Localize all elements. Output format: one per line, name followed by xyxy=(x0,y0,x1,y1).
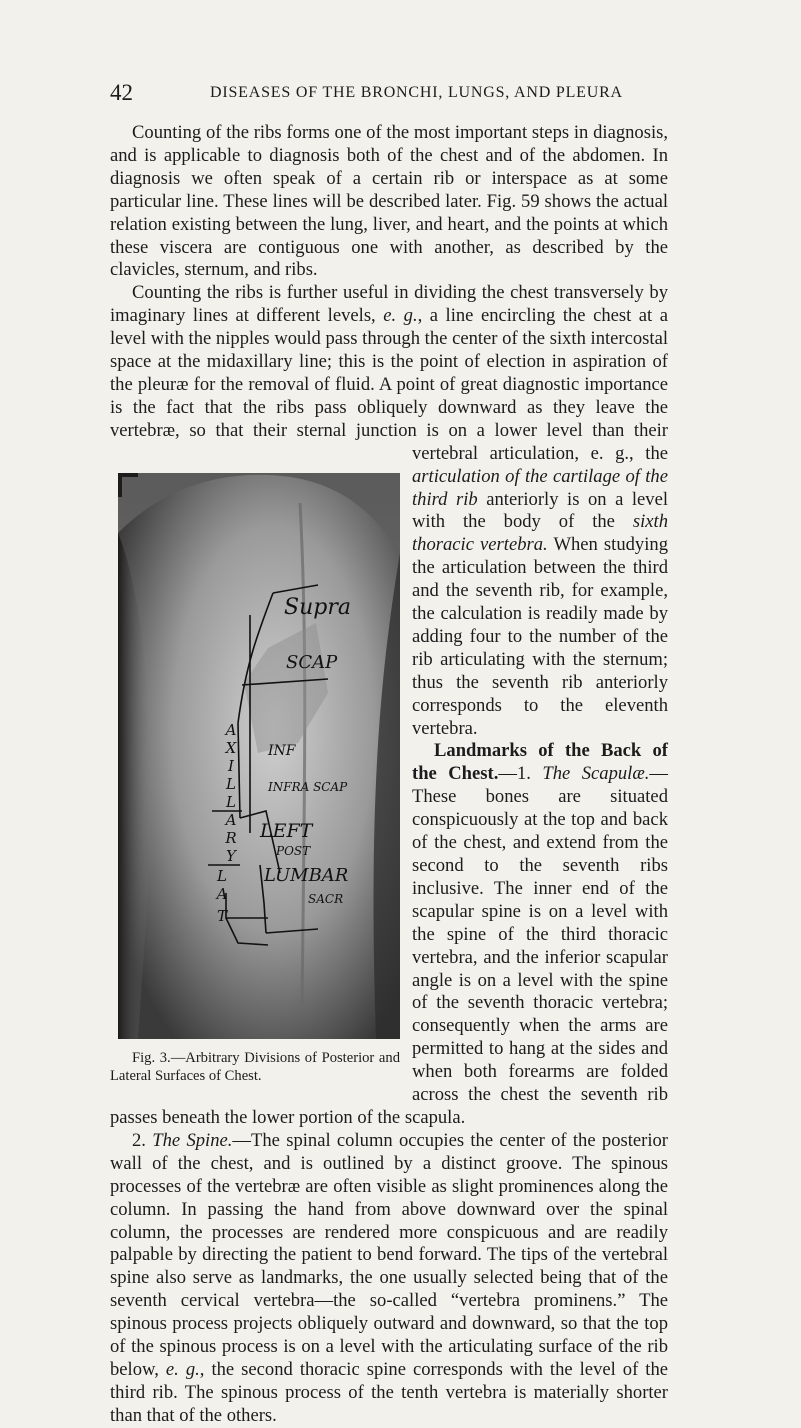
label-lateral-vertical xyxy=(215,867,228,925)
svg-text:I: I xyxy=(228,756,234,775)
back-photo-illustration xyxy=(118,473,400,1039)
svg-text:L: L xyxy=(217,866,227,885)
label-supra-scapular: Supra xyxy=(284,594,351,620)
svg-text:Y: Y xyxy=(226,846,236,865)
label-sacral: SACR xyxy=(308,891,344,906)
label-lumbar: LUMBAR xyxy=(264,864,349,886)
body-text xyxy=(110,122,668,1428)
svg-text:X: X xyxy=(225,738,237,757)
page-number: 42 xyxy=(110,80,133,105)
label-infra-scapular: INFRA SCAP xyxy=(268,779,348,794)
svg-text:A: A xyxy=(225,720,237,739)
figure-block xyxy=(110,443,400,1091)
paragraph-rib-counting: Counting of the ribs forms one of the most important steps in diagnosis, and is applicable to diagnosis both of the chest and of the abdomen. In diagnosis we often speak of a certain rib or interspace as at some particular line. These lines will be described later. Fig. 59 shows the actual relation existing between the lung, liver, and heart, and the points at which these viscera are contiguous one with another, as described by the clavicles, sternum, and ribs. xyxy=(110,122,668,281)
label-axillary-vertical xyxy=(224,721,238,865)
page-header xyxy=(110,80,670,110)
paragraph-spine: 2. The Spine.—The spinal column occupies the center of the posterior wall of the chest, and is outlined by a distinct groove. The spinous processes of the vertebræ are often visible as slight prominences along the column. In passing the hand from above downward over the spinal column, the processes are rendered more conspicuous and are readily palpable by directing the patient to bend forward. The tips of the vertebral spine also serve as landmarks, the one usually selected being that of the seventh cervical vertebra—the so-called “vertebra prominens.” The spinous process projects obliquely outward and downward, so that the top of the spinous process is on a level with the articulating surface of the rib below, e. g., the second thoracic spine corresponds with the level of the third rib. The spinous process of the tenth vertebra is materially shorter than that of the others. xyxy=(110,1129,669,1426)
paragraph-landmarks-back: Landmarks of the Back of the Chest.—1. The Scapulæ.—These bones are situated conspicuously at the top and back of the chest, and extend from the second to the seventh ribs inclusive. The inner end of the scapular spine is on a level with the spine of the third thoracic vertebra, and the inferior scapular angle is on a level with the spine of the seventh thoracic vertebra; consequently when the arms are permitted to hang at the sides and when both forearms are folded across the chest the seventh rib passes beneath the lower portion of the scapula. xyxy=(110,740,668,1128)
label-infra: INF xyxy=(268,742,296,759)
svg-text:A: A xyxy=(225,810,237,829)
figure-3-photo xyxy=(118,473,400,1039)
paragraph-transverse-lines: Counting the ribs is further useful in dividing the chest transversely by imaginary lines at different levels, e. g., a line encircling the chest at a level with the nipples would pass through the center of the sixth intercostal space at the midaxillary line; this is the point of election in aspiration of the pleuræ for the removal of fluid. A point of great diagnostic importance is the fact that the ribs pass obliquely downward as they leave the vertebræ, so that their sternal junction is on a lower level than their vertebral articulation, Supra SCAP INF INFRA SCAP LEFT POST LUMBAR SACR A X I L L A R Y L A T Fig. 3.—Arbitrary Divisions of Posterior and Lateral Surfaces of Chest. e. g., the articulation of the cartilage of the third rib anteriorly is on a level with the body of the sixth thoracic vertebra. When studying the articulation between the third and the seventh rib, for example, the calculation is readily made by adding four to the number of the rib articulating with the sternum; thus the seventh rib anteriorly corresponds to the eleventh vertebra. xyxy=(110,282,668,740)
section-heading: Landmarks of the Back of the Chest. xyxy=(412,740,668,785)
running-title: DISEASES OF THE BRONCHI, LUNGS, AND PLEURA xyxy=(210,84,623,101)
label-post: POST xyxy=(276,843,311,858)
svg-text:L: L xyxy=(226,774,236,793)
svg-text:A: A xyxy=(216,884,228,903)
label-left: LEFT xyxy=(260,819,313,842)
svg-text:T: T xyxy=(216,906,228,925)
label-scapular: SCAP xyxy=(286,651,338,673)
svg-text:R: R xyxy=(225,828,237,847)
svg-text:L: L xyxy=(226,792,236,811)
figure-caption: Fig. 3.—Arbitrary Divisions of Posterior and Lateral Surfaces of Chest. xyxy=(110,1049,400,1084)
